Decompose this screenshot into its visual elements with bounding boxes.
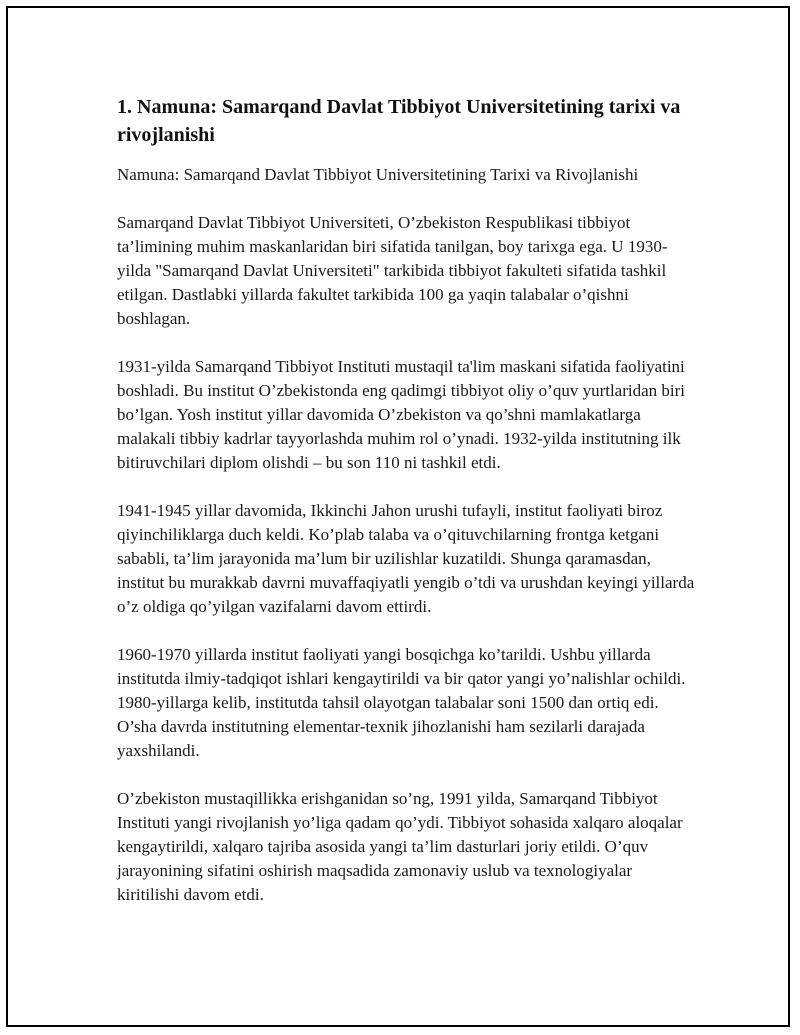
paragraph-3: 1941-1945 yillar davomida, Ikkinchi Jahon urushi tufayli, institut faoliyati biroz qiyinchiliklarga duch keldi. Ko’plab talaba va o’qituvchilarning frontga ketgani sababli, ta’lim jarayonida ma’lum bir uzilishlar kuzatildi. Shunga qaramasdan, institut bu murakkab davrni muvaffaqiyatli yengib o’tdi va urushdan keyingi yillarda o’z oldiga qo’yilgan vazifalarni davom ettirdi.	[117, 501, 695, 616]
paragraph-4: 1960-1970 yillarda institut faoliyati yangi bosqichga ko’tarildi. Ushbu yillarda institutda ilmiy-tadqiqot ishlari kengaytirildi va bir qator yangi yo’nalishlar ochildi. 1980-yillarga kelib, institutda tahsil olayotgan talabalar soni 1500 dan ortiq edi. O’sha davrda institutning elementar-texnik jihozlanishi ham sezilarli darajada yaxshilandi.	[117, 645, 686, 760]
document-subtitle: Namuna: Samarqand Davlat Tibbiyot Universitetining Tarixi va Rivojlanishi	[117, 165, 639, 184]
document-body	[117, 93, 697, 907]
paragraph-1: Samarqand Davlat Tibbiyot Universiteti, O’zbekiston Respublikasi tibbiyot ta’limining muhim maskanlaridan biri sifatida tanilgan, boy tarixga ega. U 1930-yilda "Samarqand Davlat Universiteti" tarkibida tibbiyot fakulteti sifatida tashkil etilgan. Dastlabki yillarda fakultet tarkibida 100 ga yaqin talabalar o’qishni boshlagan.	[117, 213, 668, 328]
document-title: 1. Namuna: Samarqand Davlat Tibbiyot Universitetining tarixi va rivojlanishi	[117, 96, 681, 146]
paragraph-5: O’zbekiston mustaqillikka erishganidan so’ng, 1991 yilda, Samarqand Tibbiyot Instituti yangi rivojlanish yo’liga qadam qo’ydi. Tibbiyot sohasida xalqaro aloqalar kengaytirildi, xalqaro tajriba asosida yangi ta’lim dasturlari joriy etildi. O’quv jarayonining sifatini oshirish maqsadida zamonaviy uslub va texnologiyalar kiritilishi davom etdi.	[117, 789, 683, 904]
paragraph-2: 1931-yilda Samarqand Tibbiyot Instituti mustaqil ta'lim maskani sifatida faoliyatini boshladi. Bu institut O’zbekistonda eng qadimgi tibbiyot oliy o’quv yurtlaridan biri bo’lgan. Yosh institut yillar davomida O’zbekiston va qo’shni mamlakatlarga malakali tibbiy kadrlar tayyorlashda muhim rol o’ynadi. 1932-yilda institutning ilk bitiruvchilari diplom olishdi – bu son 110 ni tashkil etdi.	[117, 357, 686, 472]
